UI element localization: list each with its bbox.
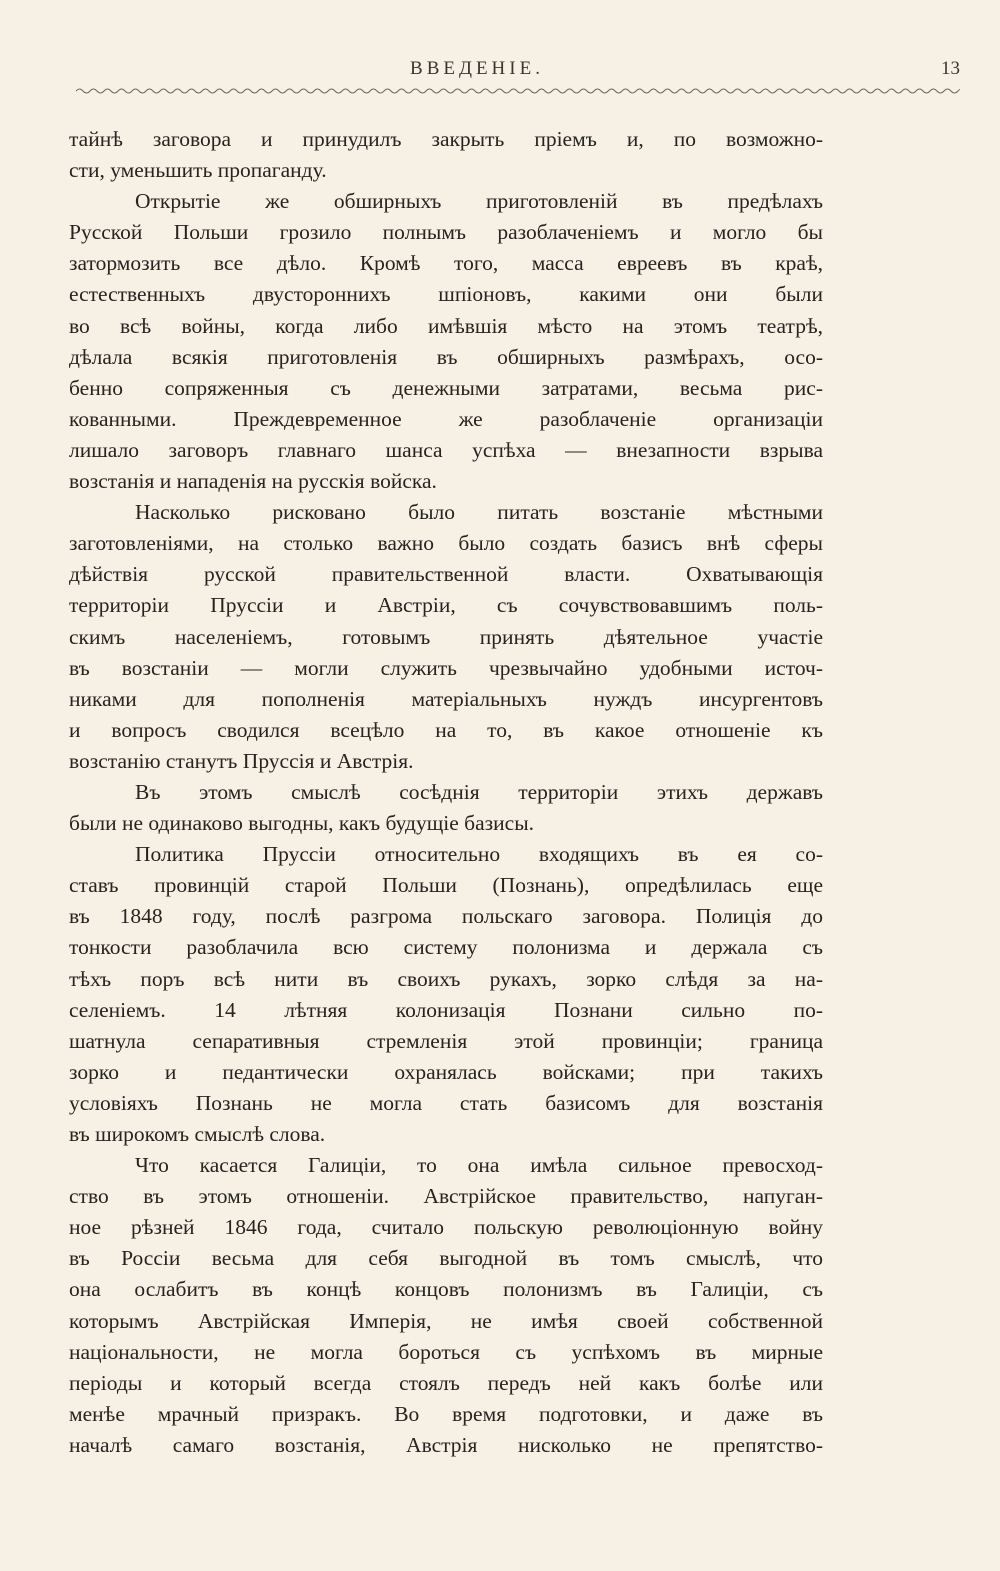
text-line: возстанія и нападенія на русскія войска.	[69, 469, 437, 494]
text-line: тайнѣ заговора и принудилъ закрыть пріемъ и, по возможно-	[69, 127, 823, 151]
text-line: въ широкомъ смыслѣ слова.	[69, 1122, 326, 1146]
paragraph	[69, 777, 823, 839]
text-line: она ослабитъ въ концѣ концовъ полонизмъ въ Галиціи, съ	[69, 1277, 823, 1302]
paragraph	[69, 124, 823, 186]
paragraph	[69, 497, 823, 777]
section-title: ВВЕДЕНІЕ.	[410, 58, 544, 79]
text-line: затормозить все дѣло. Кромѣ того, масса евреевъ въ краѣ,	[69, 251, 823, 276]
text-line: естественныхъ двустороннихъ шпіоновъ, какими они были	[69, 282, 823, 307]
text-line: бенно сопряженныя съ денежными затратами, весьма рис-	[69, 375, 823, 400]
text-line: въ возстаніи — могли служить чрезвычайно удобными источ-	[69, 655, 823, 680]
text-line: условіяхъ Познань не могла стать базисомъ для возстанія	[69, 1090, 823, 1115]
text-line: территоріи Пруссіи и Австріи, съ сочувствовавшимъ поль-	[69, 593, 823, 618]
text-line: въ 1848 году, послѣ разгрома польскаго заговора. Полиція до	[69, 904, 823, 929]
paragraph	[69, 186, 823, 497]
text-line: зорко и педантически охранялась войсками; при такихъ	[69, 1059, 823, 1084]
text-line: Русской Польши грозило полнымъ разоблаченіемъ и могло бы	[69, 220, 823, 245]
text-line: Въ этомъ смыслѣ сосѣднія территоріи этихъ державъ	[135, 779, 823, 804]
text-line: ство въ этомъ отношеніи. Австрійское правительство, напуган-	[69, 1184, 823, 1209]
text-line: дѣлала всякія приготовленія въ обширныхъ размѣрахъ, осо-	[69, 344, 823, 369]
text-line: періоды и который всегда стоялъ передъ ней какъ болѣе или	[69, 1370, 823, 1395]
text-line: селеніемъ. 14 лѣтняя колонизація Познани сильно по-	[69, 997, 823, 1022]
text-line: ставъ провинцій старой Польши (Познань), опредѣлилась еще	[69, 873, 823, 898]
text-line: шатнула сепаративныя стремленія этой провинціи; граница	[69, 1028, 823, 1053]
text-line: лишало заговоръ главнаго шанса успѣха — внезапности взрыва	[69, 437, 823, 462]
text-line: Политика Пруссіи относительно входящихъ въ ея со-	[135, 842, 823, 867]
text-line: скимъ населеніемъ, готовымъ принять дѣятельное участіе	[69, 624, 823, 649]
text-line: во всѣ войны, когда либо имѣвшія мѣсто на этомъ театрѣ,	[69, 313, 823, 338]
text-line: менѣе мрачный призракъ. Во время подготовки, и даже въ	[69, 1401, 823, 1426]
text-line: Насколько рисковано было питать возстаніе мѣстными	[135, 500, 823, 525]
page-number: 13	[941, 58, 960, 79]
text-line: никами для пополненія матеріальныхъ нуждъ инсургентовъ	[69, 686, 823, 711]
text-line: Открытіе же обширныхъ приготовленій въ предѣлахъ	[135, 189, 823, 214]
wavy-rule	[76, 86, 960, 96]
text-line: возстанію станутъ Пруссія и Австрія.	[69, 748, 414, 773]
paragraph	[69, 1150, 823, 1461]
text-line: тѣхъ поръ всѣ нити въ своихъ рукахъ, зорко слѣдя за на-	[69, 966, 823, 991]
text-line: національности, не могла бороться съ успѣхомъ въ мирные	[69, 1339, 823, 1364]
text-line: были не одинаково выгодны, какъ будущіе базисы.	[69, 811, 535, 836]
text-line: сти, уменьшить пропаганду.	[69, 158, 327, 183]
text-line: дѣйствія русской правительственной власти. Охватывающія	[69, 562, 823, 587]
running-head	[72, 58, 960, 88]
paragraph	[69, 839, 823, 1150]
text-line: тонкости разоблачила всю систему полонизма и держала съ	[69, 935, 823, 960]
body-text	[69, 124, 823, 1461]
text-line: которымъ Австрійская Имперія, не имѣя своей собственной	[69, 1308, 823, 1333]
text-line: кованными. Преждевременное же разоблаченіе организаціи	[69, 406, 823, 431]
text-line: ное рѣзней 1846 года, считало польскую революціонную войну	[69, 1215, 823, 1240]
text-line: началѣ самаго возстанія, Австрія нисколько не препятство-	[69, 1432, 823, 1457]
text-line: въ Россіи весьма для себя выгодной въ томъ смыслѣ, что	[69, 1246, 823, 1271]
text-line: Что касается Галиціи, то она имѣла сильное превосход-	[135, 1153, 823, 1178]
text-line: и вопросъ сводился всецѣло на то, въ какое отношеніе къ	[69, 717, 823, 742]
text-line: заготовленіями, на столько важно было создать базисъ внѣ сферы	[69, 531, 823, 556]
